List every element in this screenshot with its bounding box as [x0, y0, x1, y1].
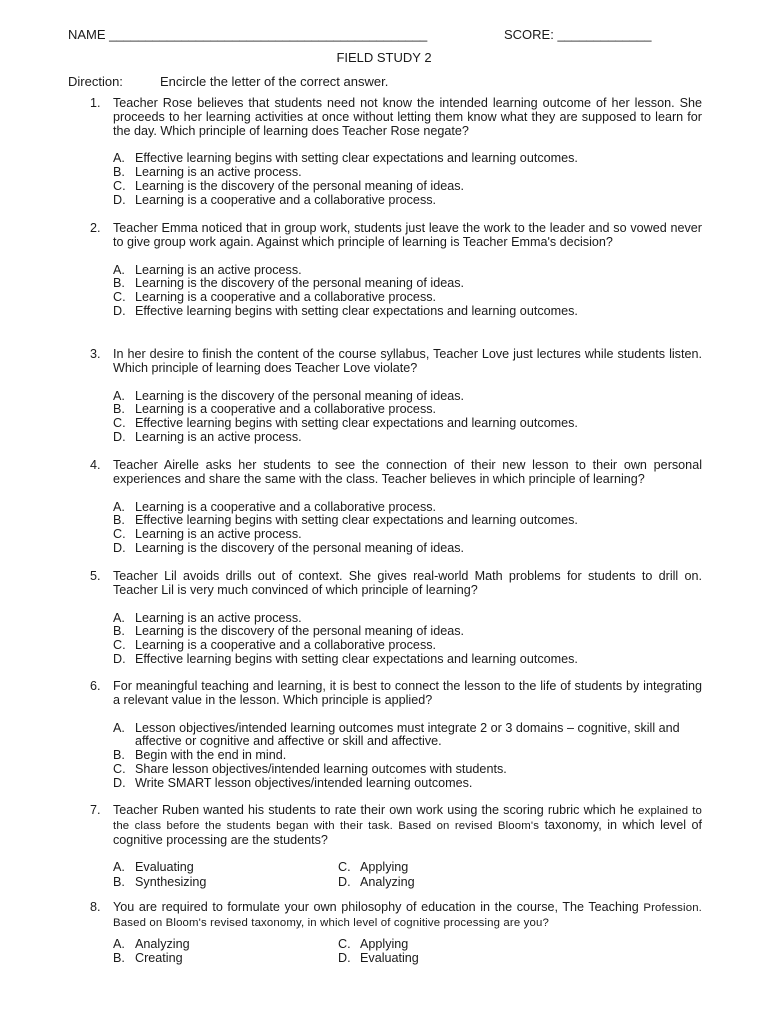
choice-letter: A.: [113, 151, 125, 166]
choice-b[interactable]: [113, 876, 206, 890]
choice-letter: C.: [113, 527, 126, 542]
choice-letter: B.: [113, 950, 125, 965]
choice-text: Evaluating: [360, 950, 419, 965]
choice-text: Learning is an active process.: [135, 610, 302, 625]
choice-letter: C.: [113, 178, 126, 193]
choice-text: Effective learning begins with setting clear expectations and learning outcomes.: [135, 303, 578, 318]
choice-c[interactable]: [113, 639, 702, 653]
choice-text: Analyzing: [135, 936, 190, 951]
choice-text: Effective learning begins with setting clear expectations and learning outcomes.: [135, 151, 578, 166]
choice-letter: D.: [113, 651, 126, 666]
choice-letter: D.: [113, 775, 126, 790]
choice-d[interactable]: [113, 777, 702, 791]
choice-letter: D.: [338, 950, 351, 965]
choice-b[interactable]: [113, 166, 702, 180]
question-3: [90, 348, 702, 445]
score-field: SCORE: _____________: [504, 27, 652, 42]
choice-letter: D.: [338, 874, 351, 889]
choice-text: Write SMART lesson objectives/intended learning outcomes.: [135, 775, 473, 790]
question-stem: For meaningful teaching and learning, it is best to connect the lesson to the life of students by integrating a relevant value in the lesson. Which principle is applied?: [113, 679, 702, 707]
choice-row: [113, 876, 702, 890]
choice-list: [113, 152, 702, 207]
choice-b[interactable]: [113, 625, 702, 639]
choice-text: Learning is the discovery of the personal meaning of ideas.: [135, 388, 465, 403]
choice-d[interactable]: [113, 653, 702, 667]
question-stem: [113, 901, 702, 931]
stem-line-1: You are required to formulate your own philosophy of education in the course, The Teaching: [113, 900, 639, 914]
question-stem: Teacher Emma noticed that in group work, students just leave the work to the leader and so vowed never to give group work again. Against which principle of learning is Teacher Emma's decision?: [113, 221, 702, 249]
choice-letter: C.: [113, 290, 126, 305]
choice-text: Learning is an active process.: [135, 527, 302, 542]
choice-b[interactable]: [113, 749, 702, 763]
choice-letter: A.: [113, 610, 125, 625]
question-number: 4.: [90, 458, 101, 472]
choice-text: Effective learning begins with setting clear expectations and learning outcomes.: [135, 513, 578, 528]
choice-c[interactable]: [338, 861, 408, 875]
question-7: [90, 804, 702, 890]
choice-letter: B.: [113, 276, 125, 291]
question-4: [90, 459, 702, 556]
choice-text: Learning is an active process.: [135, 262, 302, 277]
header: [68, 27, 708, 42]
choice-letter: D.: [113, 429, 126, 444]
choice-b[interactable]: [113, 277, 702, 291]
stem-line-3: taxonomy, in which level of cognitive processing are the students?: [113, 817, 702, 847]
choice-d[interactable]: [113, 542, 702, 556]
choice-letter: B.: [113, 513, 125, 528]
choice-text: Applying: [360, 860, 409, 875]
choice-letter: C.: [113, 416, 126, 431]
question-stem: In her desire to finish the content of the course syllabus, Teacher Love just lectures while students listen. Which principle of learning does Teacher Love violate?: [113, 347, 702, 375]
choice-list: [113, 722, 702, 791]
choice-text: Learning is a cooperative and a collaborative process.: [135, 499, 437, 514]
stem-line-2: Profession. Based on Bloom's revised taxonomy, in which level of cognitive processing are you?: [113, 902, 702, 929]
question-number: 8.: [90, 900, 101, 914]
choice-text: Effective learning begins with setting clear expectations and learning outcomes.: [135, 416, 578, 431]
question-8: [90, 901, 702, 966]
choice-letter: A.: [113, 936, 125, 951]
choice-list: [113, 501, 702, 556]
choice-a[interactable]: [113, 861, 194, 875]
choice-letter: A.: [113, 388, 125, 403]
stem-line-1: Teacher Ruben wanted his students to rate their own work using the scoring rubric which he: [113, 803, 634, 817]
choice-a[interactable]: [113, 264, 702, 278]
question-5: [90, 570, 702, 667]
choice-a[interactable]: [113, 938, 190, 952]
choice-b[interactable]: [113, 952, 183, 966]
choice-a[interactable]: [113, 390, 702, 404]
choice-text: Learning is the discovery of the personal meaning of ideas.: [135, 276, 465, 291]
choice-c[interactable]: [113, 417, 702, 431]
question-stem: Teacher Lil avoids drills out of context. She gives real-world Math problems for students to drill on. Teacher Lil is very much convinced of which principle of learning?: [113, 569, 702, 597]
question-1: [90, 97, 702, 208]
choice-text: Learning is a cooperative and a collaborative process.: [135, 192, 437, 207]
stem-line-2: explained to the class before the students began with their task. Based on revised Bloom's: [113, 805, 703, 832]
direction-text: Encircle the letter of the correct answer.: [160, 74, 389, 89]
choice-text: Learning is the discovery of the personal meaning of ideas.: [135, 178, 465, 193]
choice-letter: B.: [113, 748, 125, 763]
choice-d[interactable]: [338, 952, 419, 966]
choice-list: [113, 264, 702, 319]
question-6: [90, 680, 702, 791]
question-stem: Teacher Airelle asks her students to see the connection of their new lesson to their own personal experiences and share the same with the class. Teacher believes in which principle of learning?: [113, 458, 702, 486]
choice-c[interactable]: [113, 291, 702, 305]
choice-text: Learning is the discovery of the personal meaning of ideas.: [135, 624, 465, 639]
page-title: FIELD STUDY 2: [336, 50, 432, 65]
choice-d[interactable]: [338, 876, 415, 890]
choice-c[interactable]: [338, 938, 408, 952]
choice-list: [113, 390, 702, 445]
choice-letter: C.: [113, 638, 126, 653]
question-number: 5.: [90, 569, 101, 583]
choice-text: Learning is a cooperative and a collaborative process.: [135, 638, 437, 653]
choice-letter: A.: [113, 860, 125, 875]
choice-c[interactable]: [113, 763, 702, 777]
choice-letter: C.: [338, 936, 351, 951]
choice-c[interactable]: [113, 180, 702, 194]
choice-b[interactable]: [113, 514, 702, 528]
choice-letter: D.: [113, 540, 126, 555]
choice-d[interactable]: [113, 305, 702, 319]
choice-letter: B.: [113, 874, 125, 889]
choice-c[interactable]: [113, 528, 702, 542]
choice-text: Learning is the discovery of the personal meaning of ideas.: [135, 540, 465, 555]
question-number: 1.: [90, 96, 101, 110]
choice-letter: A.: [113, 720, 125, 735]
choice-letter: D.: [113, 303, 126, 318]
question-number: 2.: [90, 221, 101, 235]
question-number: 6.: [90, 679, 101, 693]
choice-row: [113, 861, 702, 875]
choice-d[interactable]: [113, 431, 702, 445]
choice-text: Evaluating: [135, 860, 194, 875]
direction-label: Direction:: [68, 74, 123, 89]
choice-letter: B.: [113, 165, 125, 180]
choice-text: Creating: [135, 950, 183, 965]
choice-row: [113, 952, 702, 966]
choice-b[interactable]: [113, 403, 702, 417]
question-number: 7.: [90, 803, 101, 817]
choice-text: Begin with the end in mind.: [135, 748, 287, 763]
choice-letter: D.: [113, 192, 126, 207]
choice-text: Applying: [360, 936, 409, 951]
question-number: 3.: [90, 347, 101, 361]
choice-letter: C.: [113, 761, 126, 776]
choice-row: [113, 938, 702, 952]
choice-letter: B.: [113, 624, 125, 639]
choice-grid: [113, 938, 702, 967]
name-field: NAME ____________________________________________: [68, 27, 428, 42]
choice-letter: A.: [113, 499, 125, 514]
question-stem: [113, 804, 702, 847]
question-stem: Teacher Rose believes that students need not know the intended learning outcome of her lesson. She proceeds to her learning activities at once without letting them know what they are supposed to learn for the day. Which principle of learning does Teacher Rose negate?: [113, 96, 702, 138]
choice-text: Share lesson objectives/intended learning outcomes with students.: [135, 761, 507, 776]
choice-text: Learning is an active process.: [135, 429, 302, 444]
choice-grid: [113, 861, 702, 890]
direction: [68, 74, 389, 89]
choice-a[interactable]: [113, 612, 702, 626]
question-2: [90, 222, 702, 319]
choice-letter: B.: [113, 402, 125, 417]
choice-text: Synthesizing: [135, 874, 207, 889]
choice-text: Learning is a cooperative and a collaborative process.: [135, 402, 437, 417]
choice-text: Learning is an active process.: [135, 165, 302, 180]
choice-text: Effective learning begins with setting clear expectations and learning outcomes.: [135, 651, 578, 666]
choice-letter: C.: [338, 860, 351, 875]
choice-text: Analyzing: [360, 874, 415, 889]
choice-text: Lesson objectives/intended learning outcomes must integrate 2 or 3 domains – cognitive, skill and affective or cognitive and affective or skill and affective.: [135, 720, 680, 749]
choice-a[interactable]: [113, 152, 702, 166]
choice-d[interactable]: [113, 194, 702, 208]
choice-text: Learning is a cooperative and a collaborative process.: [135, 290, 437, 305]
choice-a[interactable]: [113, 722, 702, 750]
choice-a[interactable]: [113, 501, 702, 515]
choice-letter: A.: [113, 262, 125, 277]
choice-list: [113, 612, 702, 667]
